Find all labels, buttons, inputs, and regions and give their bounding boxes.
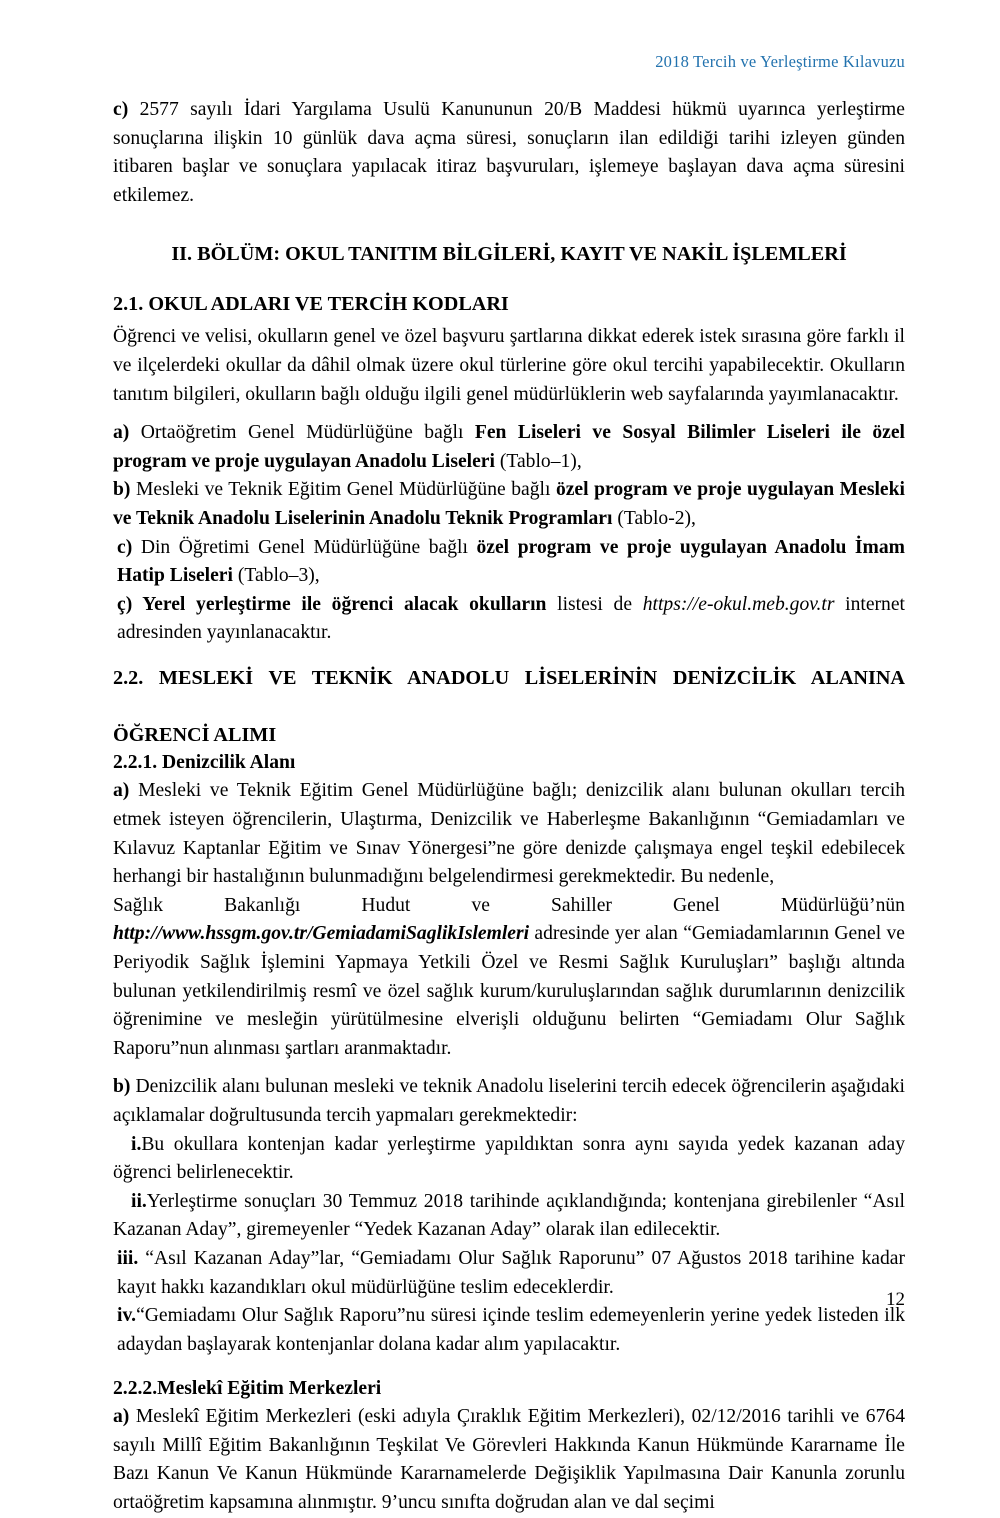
list-item-roman-i-label: i. [131, 1133, 142, 1155]
list-item-c-label: c) [117, 536, 133, 558]
list-item-c-text-tail: (Tablo–3), [232, 565, 320, 587]
paragraph-2-2-1-b [113, 1073, 905, 1130]
list-item-c-cedilla-text-lead: listesi de [546, 593, 643, 615]
paragraph-c-text: 2577 sayılı İdari Yargılama Usulü Kanununun 20/B Maddesi hükmü uyarınca yerleştirme sonuçlarına ilişkin 10 günlük dava açma süresi, sonuçların ilan edildiği tarihi izleyen günden itibaren başlar ve sonuçlara yapılacak itiraz başvuruları, işlemeye başlayan dava açma süresini etkilemez. [113, 99, 905, 206]
heading-2-2 [113, 664, 905, 750]
list-item-a-label: a) [113, 422, 130, 444]
spacer [113, 1359, 905, 1375]
page-number: 12 [886, 1289, 905, 1310]
heading-2-2-1: 2.2.1. Denizcilik Alanı [113, 752, 296, 774]
heading-2-2-2: 2.2.2.Meslekî Eğitim Merkezleri [113, 1378, 382, 1400]
list-item-b-label: b) [113, 479, 131, 501]
paragraph-2-2-2-a [113, 1403, 905, 1517]
list-item-roman-ii-text: Yerleştirme sonuçları 30 Temmuz 2018 tarihinde açıklandığında; kontenjana girebilenler “Asıl Kazanan Aday”, giremeyenler “Yedek Kazanan Aday” olarak ilan edilecektir. [113, 1190, 905, 1241]
list-item-roman-iii-label: iii. [117, 1247, 139, 1269]
paragraph-2-2-1-a-text-lead: Mesleki ve Teknik Eğitim Genel Müdürlüğüne bağlı; denizcilik alanı bulunan okulları tercih etmek isteyen öğrencilerin, Ulaştırma, Denizcilik ve Haberleşme Bakanlığının “Gemiadamları ve Kılavuz Kaptanlar Eğitim ve Sınav Yönergesi”ne göre denizde çalışmaya engel teşkil edebilecek herhangi bir hastalığının bulunmadığını belgelendirmesi gerekmektedir. Bu nedenle, [113, 780, 905, 888]
heading-2-2-line-2: ÖĞRENCİ ALIMI [113, 723, 277, 746]
stretch-word: Genel [673, 894, 720, 916]
eokul-url-link[interactable]: https://e-okul.meb.gov.tr [642, 593, 835, 615]
list-item-a [113, 419, 905, 476]
list-item-a-text-bold: Fen Liseleri ve Sosyal Bilimler Liseleri ile özel program ve proje uygulayan Anadolu Liseleri [113, 422, 905, 472]
list-item-c-text-bold: özel program ve proje uygulayan Anadolu İmam Hatip Liseleri [117, 536, 905, 587]
heading-2-2-line-1: 2.2. MESLEKİ VE TEKNİK ANADOLU LİSELERİNİN DENİZCİLİK ALANINA [113, 666, 905, 689]
list-item-roman-i [113, 1131, 905, 1188]
list-item-c-text-lead: Din Öğretimi Genel Müdürlüğüne bağlı [132, 536, 477, 558]
list-item-roman-iii-text: “Asıl Kazanan Aday”lar, “Gemiadamı Olur Sağlık Raporunu” 07 Ağustos 2018 tarihine kadar kayıt hakkı kazandıkları okul müdürlüğüne teslim edeceklerdir. [117, 1247, 905, 1298]
list-item-b-text-tail: (Tablo-2), [612, 507, 696, 529]
paragraph-2-1-intro: Öğrenci ve velisi, okulların genel ve özel başvuru şartlarına dikkat ederek istek sırasına göre farklı il ve ilçelerdeki okullar da dâhil olmak üzere okul türlerine göre okul tercihi yapabilecektir. Okulların tanıtım bilgileri, okulların bağlı olduğu ilgili genel müdürlüklerin web sayfalarında yayımlanacaktır. [113, 326, 905, 405]
list-item-c-cedilla-label: ç) [117, 593, 133, 615]
list-item-b-text-lead: Mesleki ve Teknik Eğitim Genel Müdürlüğüne bağlı [130, 479, 556, 501]
list-item-b-text-bold: özel program ve proje uygulayan Mesleki ve Teknik Anadolu Liselerinin Anadolu Teknik Programları [113, 479, 905, 529]
list-item-a-text-tail: (Tablo–1), [494, 450, 582, 472]
paragraph-2-2-2-a-text: Meslekî Eğitim Merkezleri (eski adıyla Çıraklık Eğitim Merkezleri), 02/12/2016 tarihli ve 6764 sayılı Millî Eğitim Bakanlığının Teşkilat Ve Görevleri Hakkında Kanun Hükmünde Kararname İle Bazı Kanun Ve Kanun Hükmünde Kararnamelerde Değişiklik Yapılmasına Dair Kanunla zorunlu ortaöğretim kapsamına alınmıştır. 9’uncu sınıfta doğrudan alan ve dal seçimi [113, 1406, 905, 1514]
list-item-roman-iv-label: iv. [117, 1305, 137, 1327]
paragraph-2-2-1-a-label: a) [113, 780, 130, 802]
stretch-word: Müdürlüğü’nün [780, 894, 905, 916]
heading-2-1: 2.1. OKUL ADLARI VE TERCİH KODLARI [113, 293, 509, 316]
running-header: 2018 Tercih ve Yerleştirme Kılavuzu [655, 52, 905, 71]
paragraph-2-2-1-a-text-tail: adresinde yer alan “Gemiadamlarının Genel ve Periyodik Sağlık İşlemini Yapmaya Yetkili Özel ve Resmi Sağlık Kuruluşları” başlığı altında bulunan yetkilendirilmiş resmî ve özel sağlık kurum/kuruluşlarından sağlık durumlarının denizcilik öğrenimine ve mesleğin yürütülmesine elverişli olduğunu belirten “Gemiadamı Olur Sağlık Raporu”nun alınması şartları aranmaktadır. [113, 923, 905, 1059]
spacer [113, 1063, 905, 1073]
list-item-roman-ii [113, 1188, 905, 1245]
list-item-c-cedilla-bold: Yerel yerleştirme ile öğrenci alacak okulların [132, 593, 547, 615]
list-item-a-text-lead: Ortaöğretim Genel Müdürlüğüne bağlı [129, 422, 475, 444]
stretch-word: ve [471, 894, 490, 916]
list-item-c [113, 534, 905, 591]
paragraph-2-2-1-b-label: b) [113, 1076, 131, 1098]
paragraph-2-2-1-a-part1 [113, 777, 905, 891]
list-item-roman-iv-text: “Gemiadamı Olur Sağlık Raporu”nu süresi içinde teslim edemeyenlerin yerine yedek listeden ilk adaydan başlayarak kontenjanlar dolana kadar alım yapılacaktır. [117, 1305, 905, 1355]
spacer [113, 409, 905, 419]
heading-bolum-2: II. BÖLÜM: OKUL TANITIM BİLGİLERİ, KAYIT VE NAKİL İŞLEMLERİ [171, 243, 847, 266]
stretch-word: Bakanlığı [224, 894, 301, 916]
paragraph-c-label: c) [113, 99, 129, 120]
list-item-b [113, 476, 905, 533]
hssgm-url-link[interactable]: http://www.hssgm.gov.tr/GemiadamiSaglikIslemleri [113, 923, 530, 945]
paragraph-c [113, 96, 905, 210]
stretch-word: Hudut [361, 894, 411, 916]
paragraph-2-2-1-a-stretched-line [113, 892, 905, 921]
spacer [113, 648, 905, 664]
list-item-roman-i-text: Bu okullara kontenjan kadar yerleştirme yapıldıktan sonra aynı sayıda yedek kazanan aday öğrenci belirlenecektir. [113, 1133, 905, 1184]
stretch-word: Sağlık [113, 894, 164, 916]
list-item-c-cedilla [113, 591, 905, 648]
spacer [113, 210, 905, 240]
paragraph-2-2-1-b-text: Denizcilik alanı bulunan mesleki ve teknik Anadolu liselerini tercih edecek öğrencilerin aşağıdaki açıklamalar doğrultusunda tercih yapmaları gerekmektedir: [113, 1076, 905, 1126]
paragraph-2-2-2-a-label: a) [113, 1406, 130, 1428]
list-item-roman-ii-label: ii. [131, 1190, 147, 1212]
list-item-c-cedilla-text-tail: internet adresinden yayınlanacaktır. [117, 593, 905, 644]
stretch-word: Sahiller [551, 894, 612, 916]
paragraph-2-2-1-a-part2 [113, 920, 905, 1063]
spacer [113, 268, 905, 290]
